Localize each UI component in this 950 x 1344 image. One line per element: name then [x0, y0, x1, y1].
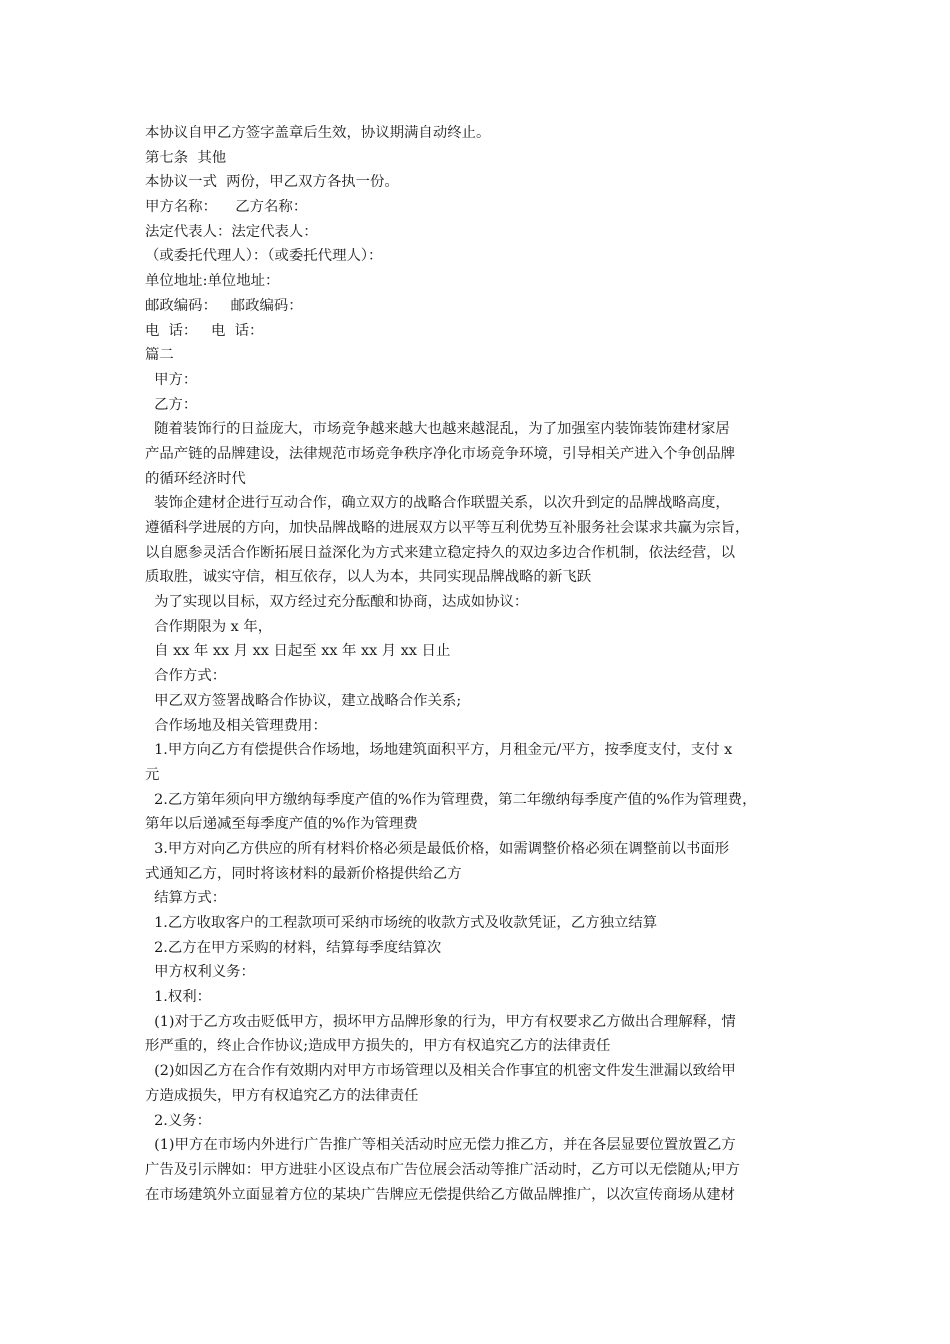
- clause-heading: 1.权利：: [145, 989, 212, 1006]
- text-line: 本协议自甲乙方签字盖章后生效，协议期满自动终止。: [145, 125, 491, 141]
- text-line: 的循环经济时代: [145, 470, 246, 487]
- text-line: 甲乙双方签署战略合作协议，建立战略合作关系;: [145, 692, 462, 709]
- text-line: 合作期限为 x 年，: [145, 618, 273, 635]
- text-line: 为了实现以目标，双方经过充分酝酿和协商，达成如协议：: [145, 594, 529, 611]
- text-line: 以自愿参灵活合作断拓展日益深化为方式来建立稳定持久的双边多边合作机制，依法经营，以: [145, 544, 736, 561]
- party-label: 乙方：: [145, 396, 198, 413]
- text-line: 式通知乙方，同时将该材料的最新价格提供给乙方: [145, 865, 462, 882]
- clause-heading: 合作场地及相关管理费用：: [145, 717, 327, 734]
- text-line: 1.甲方向乙方有偿提供合作场地，场地建筑面积平方，月租金元/平方，按季度支付，支付 x: [145, 742, 733, 759]
- signature-field: 法定代表人：法定代表人：: [145, 223, 318, 240]
- text-line: (1)甲方在市场内外进行广告推广等相关活动时应无偿力推乙方，并在各层显要位置放置乙方: [145, 1137, 736, 1154]
- text-line: 遵循科学进展的方向，加快品牌战略的进展双方以平等互利优势互补服务社会谋求共赢为宗旨，: [145, 520, 750, 536]
- clause-heading: 甲方权利义务：: [145, 964, 255, 981]
- signature-field: 单位地址:单位地址：: [145, 273, 280, 290]
- text-line: (1)对于乙方攻击贬低甲方，损坏甲方品牌形象的行为，甲方有权要求乙方做出合理解释，情: [145, 1013, 736, 1030]
- text-line: (2)如因乙方在合作有效期内对甲方市场管理以及相关合作事宜的机密文件发生泄漏以致给甲: [145, 1063, 736, 1080]
- signature-field: （或委托代理人）：（或委托代理人）：: [145, 248, 383, 265]
- text-line: 广告及引示牌如：甲方进驻小区设点布广告位展会活动等推广活动时，乙方可以无偿随从;甲方: [145, 1161, 740, 1178]
- document-body: [145, 121, 810, 1207]
- text-line: 1.乙方收取客户的工程款项可采纳市场统的收款方式及收款凭证，乙方独立结算: [145, 915, 658, 931]
- section-heading: 篇二: [145, 347, 174, 364]
- text-line: 本协议一式 两份，甲乙双方各执一份。: [145, 174, 399, 191]
- signature-field: 邮政编码： 邮政编码：: [145, 297, 303, 314]
- text-line: 产品产链的品牌建设，法律规范市场竞争秩序净化市场竞争环境，引导相关产进入个争创品牌: [145, 445, 736, 462]
- text-line: 2.乙方第年须向甲方缴纳每季度产值的%作为管理费，第二年缴纳每季度产值的%作为管理费，: [145, 791, 757, 808]
- text-line: 第年以后递减至每季度产值的%作为管理费: [145, 816, 418, 833]
- signature-field: 甲方名称： 乙方名称：: [145, 199, 308, 216]
- text-line: 质取胜，诚实守信，相互依存，以人为本，共同实现品牌战略的新飞跃: [145, 569, 592, 586]
- clause-heading: 合作方式：: [145, 668, 227, 685]
- text-line: 形严重的，终止合作协议;造成甲方损失的，甲方有权追究乙方的法律责任: [145, 1038, 611, 1055]
- text-line: 方造成损失，甲方有权追究乙方的法律责任: [145, 1087, 419, 1104]
- text-line: 自 xx 年 xx 月 xx 日起至 xx 年 xx 月 xx 日止: [145, 643, 451, 660]
- text-line: 装饰企建材企进行互动合作，确立双方的战略合作联盟关系，以次升到定的品牌战略高度，: [145, 495, 730, 512]
- text-line: 元: [145, 766, 160, 783]
- party-label: 甲方：: [145, 371, 198, 388]
- text-line: 2.乙方在甲方采购的材料，结算每季度结算次: [145, 939, 442, 956]
- text-line: 3.甲方对向乙方供应的所有材料价格必须是最低价格，如需调整价格必须在调整前以书面形: [145, 840, 730, 857]
- text-line: 在市场建筑外立面显着方位的某块广告牌应无偿提供给乙方做品牌推广，以次宣传商场从建材: [145, 1186, 736, 1203]
- clause-heading: 2.义务：: [145, 1112, 212, 1129]
- text-line: 随着装饰行的日益庞大，市场竞争越来越大也越来越混乱，为了加强室内装饰装饰建材家居: [145, 421, 730, 438]
- section-heading: 第七条 其他: [145, 149, 227, 166]
- clause-heading: 结算方式：: [145, 890, 227, 907]
- signature-field: 电 话： 电 话：: [145, 322, 264, 339]
